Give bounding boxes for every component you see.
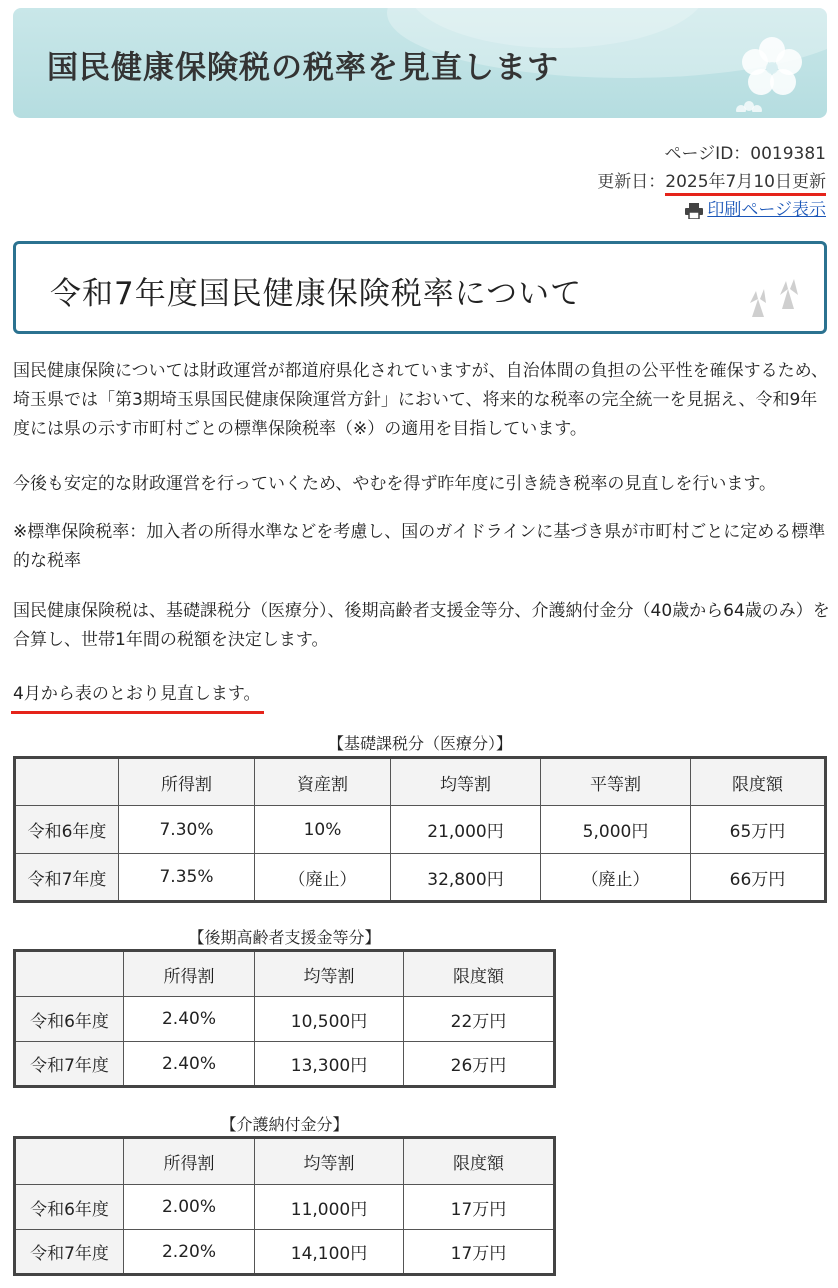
updated-label: 更新日： [597,172,666,192]
support-tax-table [13,949,556,1088]
sakura-flower-icon [727,22,817,112]
table-header-cell: 平等割 [541,758,691,806]
table-header-cell: 所得割 [124,1138,255,1185]
table-cell: 14,100円 [255,1230,404,1275]
table-cell: 17万円 [404,1230,555,1275]
table-row [15,806,826,854]
table-cell: 26万円 [404,1042,555,1087]
table-header-row [15,951,555,997]
table-cell: 7.30% [119,806,255,854]
care-table-caption: 【介護納付金分】 [220,1115,349,1134]
table-cell: （廃止） [541,854,691,902]
table-row [15,854,826,902]
table-cell: 2.00% [124,1185,255,1230]
table-cell: 11,000円 [255,1185,404,1230]
table-cell: 2.40% [124,997,255,1042]
table-header-cell [15,951,124,997]
support-table-caption: 【後期高齢者支援金等分】 [188,928,381,947]
table-cell: 17万円 [404,1185,555,1230]
basic-table-caption: 【基礎課税分（医療分）】 [327,734,512,753]
table-header-cell: 均等割 [391,758,541,806]
table-cell: （廃止） [255,854,391,902]
table-cell: 10% [255,806,391,854]
page-banner [13,8,827,118]
table-header-row [15,1138,555,1185]
table-row-label: 令和6年度 [15,806,119,854]
table-header-cell: 限度額 [691,758,826,806]
table-header-row [15,758,826,806]
page-title: 国民健康保険税の税率を見直します [47,50,559,86]
table-cell: 5,000円 [541,806,691,854]
paragraph-note: ※標準保険税率：加入者の所得水準などを考慮し、国のガイドラインに基づき県が市町村ごとに定める標準的な税率 [13,522,826,571]
table-row [15,1042,555,1087]
table-row-label: 令和7年度 [15,1230,124,1275]
page-id-value: 0019381 [750,144,826,164]
table-cell: 2.40% [124,1042,255,1087]
table-cell: 22万円 [404,997,555,1042]
revision-notice: 4月から表のとおり見直します。 [13,680,260,709]
care-tax-table [13,1136,556,1276]
table-row-label: 令和7年度 [15,854,119,902]
basic-tax-table [13,756,827,903]
table-cell: 2.20% [124,1230,255,1275]
table-header-cell: 限度額 [404,1138,555,1185]
table-header-cell [15,1138,124,1185]
table-header-cell: 所得割 [124,951,255,997]
printer-icon [685,203,703,219]
table-cell: 65万円 [691,806,826,854]
table-cell: 66万円 [691,854,826,902]
table-header-cell: 資産割 [255,758,391,806]
page-meta [597,140,826,227]
table-row-label: 令和6年度 [15,997,124,1042]
table-row-label: 令和7年度 [15,1042,124,1087]
table-cell: 13,300円 [255,1042,404,1087]
table-row [15,1230,555,1275]
paragraph-reason: 今後も安定的な財政運営を行っていくため、やむを得ず昨年度に引き続き税率の見直しを行います。 [13,474,776,494]
table-header-cell: 限度額 [404,951,555,997]
page-id-line [597,140,826,168]
table-cell: 10,500円 [255,997,404,1042]
table-cell: 21,000円 [391,806,541,854]
paragraph-composition: 国民健康保険税は、基礎課税分（医療分）、後期高齢者支援金等分、介護納付金分（40歳から64歳のみ）を合算し、世帯1年間の税額を決定します。 [13,601,830,650]
print-page-link[interactable] [685,196,826,224]
table-row-label: 令和6年度 [15,1185,124,1230]
table-row [15,997,555,1042]
print-page-label: 印刷ページ表示 [707,200,826,220]
table-header-cell [15,758,119,806]
table-cell: 7.35% [119,854,255,902]
print-line [597,196,826,227]
table-row [15,1185,555,1230]
updated-date: 2025年7月10日更新 [665,172,826,192]
table-header-cell: 均等割 [255,951,404,997]
table-cell: 32,800円 [391,854,541,902]
footprint-decoration-icon [742,269,806,319]
updated-line [597,168,826,196]
page-id-label: ページID： [664,144,751,164]
section-heading-box [13,241,827,334]
paragraph-intro: 国民健康保険については財政運営が都道府県化されていますが、自治体間の負担の公平性を確保するため、埼玉県では「第3期埼玉県国民健康保険運営方針」において、将来的な税率の完全統一を見据え、令和9年度には県の示す市町村ごとの標準保険税率（※）の適用を目指しています。 [13,361,828,439]
table-header-cell: 所得割 [119,758,255,806]
table-header-cell: 均等割 [255,1138,404,1185]
section-heading: 令和7年度国民健康保険税率について [50,276,583,312]
